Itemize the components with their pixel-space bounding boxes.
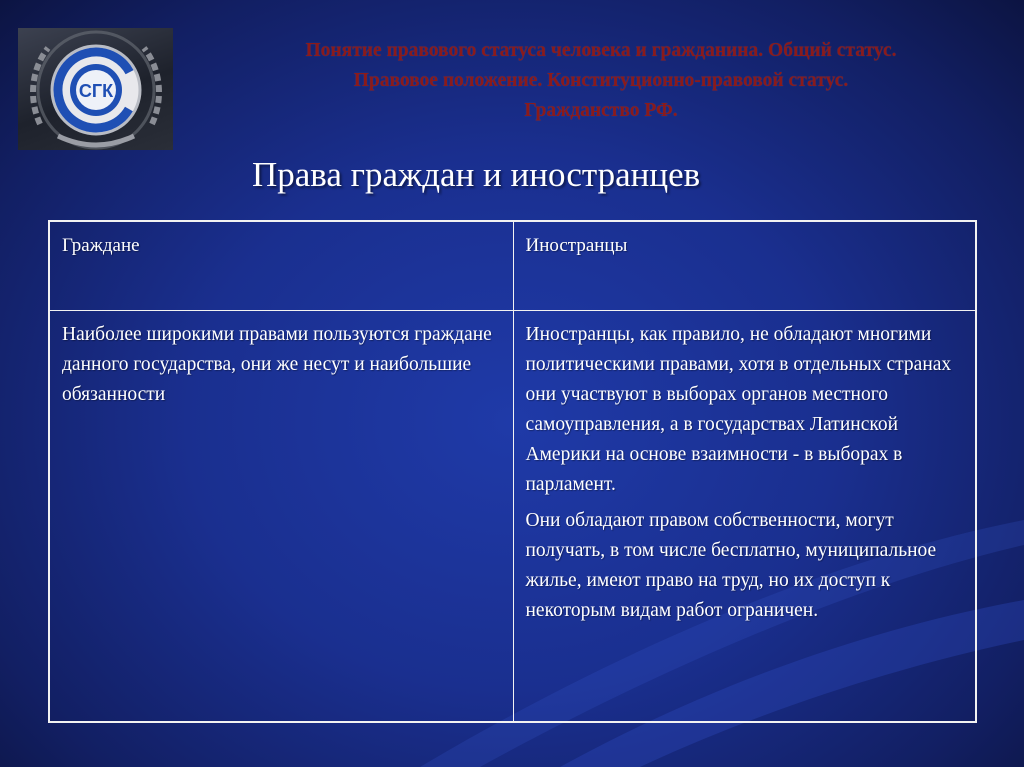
presentation-header-title <box>196 36 1006 126</box>
column-header-citizens: Граждане <box>49 221 513 311</box>
header-title-line: Гражданство РФ. <box>524 100 678 121</box>
logo-text: СГК <box>78 81 114 101</box>
header-title-line: Правовое положение. Конституционно-правовой статус. <box>353 70 849 91</box>
organization-logo <box>18 28 173 150</box>
table-row <box>49 311 976 723</box>
comparison-table <box>48 220 977 723</box>
citizens-text: Наиболее широкими правами пользуются граждане данного государства, они же несут и наибольшие обязанности <box>62 324 492 405</box>
foreigners-text-political: Иностранцы, как правило, не обладают многими политическими правами, хотя в отдельных странах они участвуют в выборах органов местного самоуправления, а в государствах Латинской Америки на основе взаимности - в выборах в парламент. <box>525 324 952 495</box>
citizens-cell <box>49 311 513 723</box>
foreigners-cell <box>513 311 976 723</box>
foreigners-text-property: Они обладают правом собственности, могут получать, в том числе бесплатно, муниципальное жилье, имеют право на труд, но их доступ к некоторым видам работ ограничен. <box>525 510 937 621</box>
table-header-row <box>49 221 976 311</box>
slide-title: Права граждан и иностранцев <box>252 155 701 194</box>
header-title-line: Понятие правового статуса человека и гражданина. Общий статус. <box>305 40 897 61</box>
column-header-foreigners: Иностранцы <box>513 221 976 311</box>
